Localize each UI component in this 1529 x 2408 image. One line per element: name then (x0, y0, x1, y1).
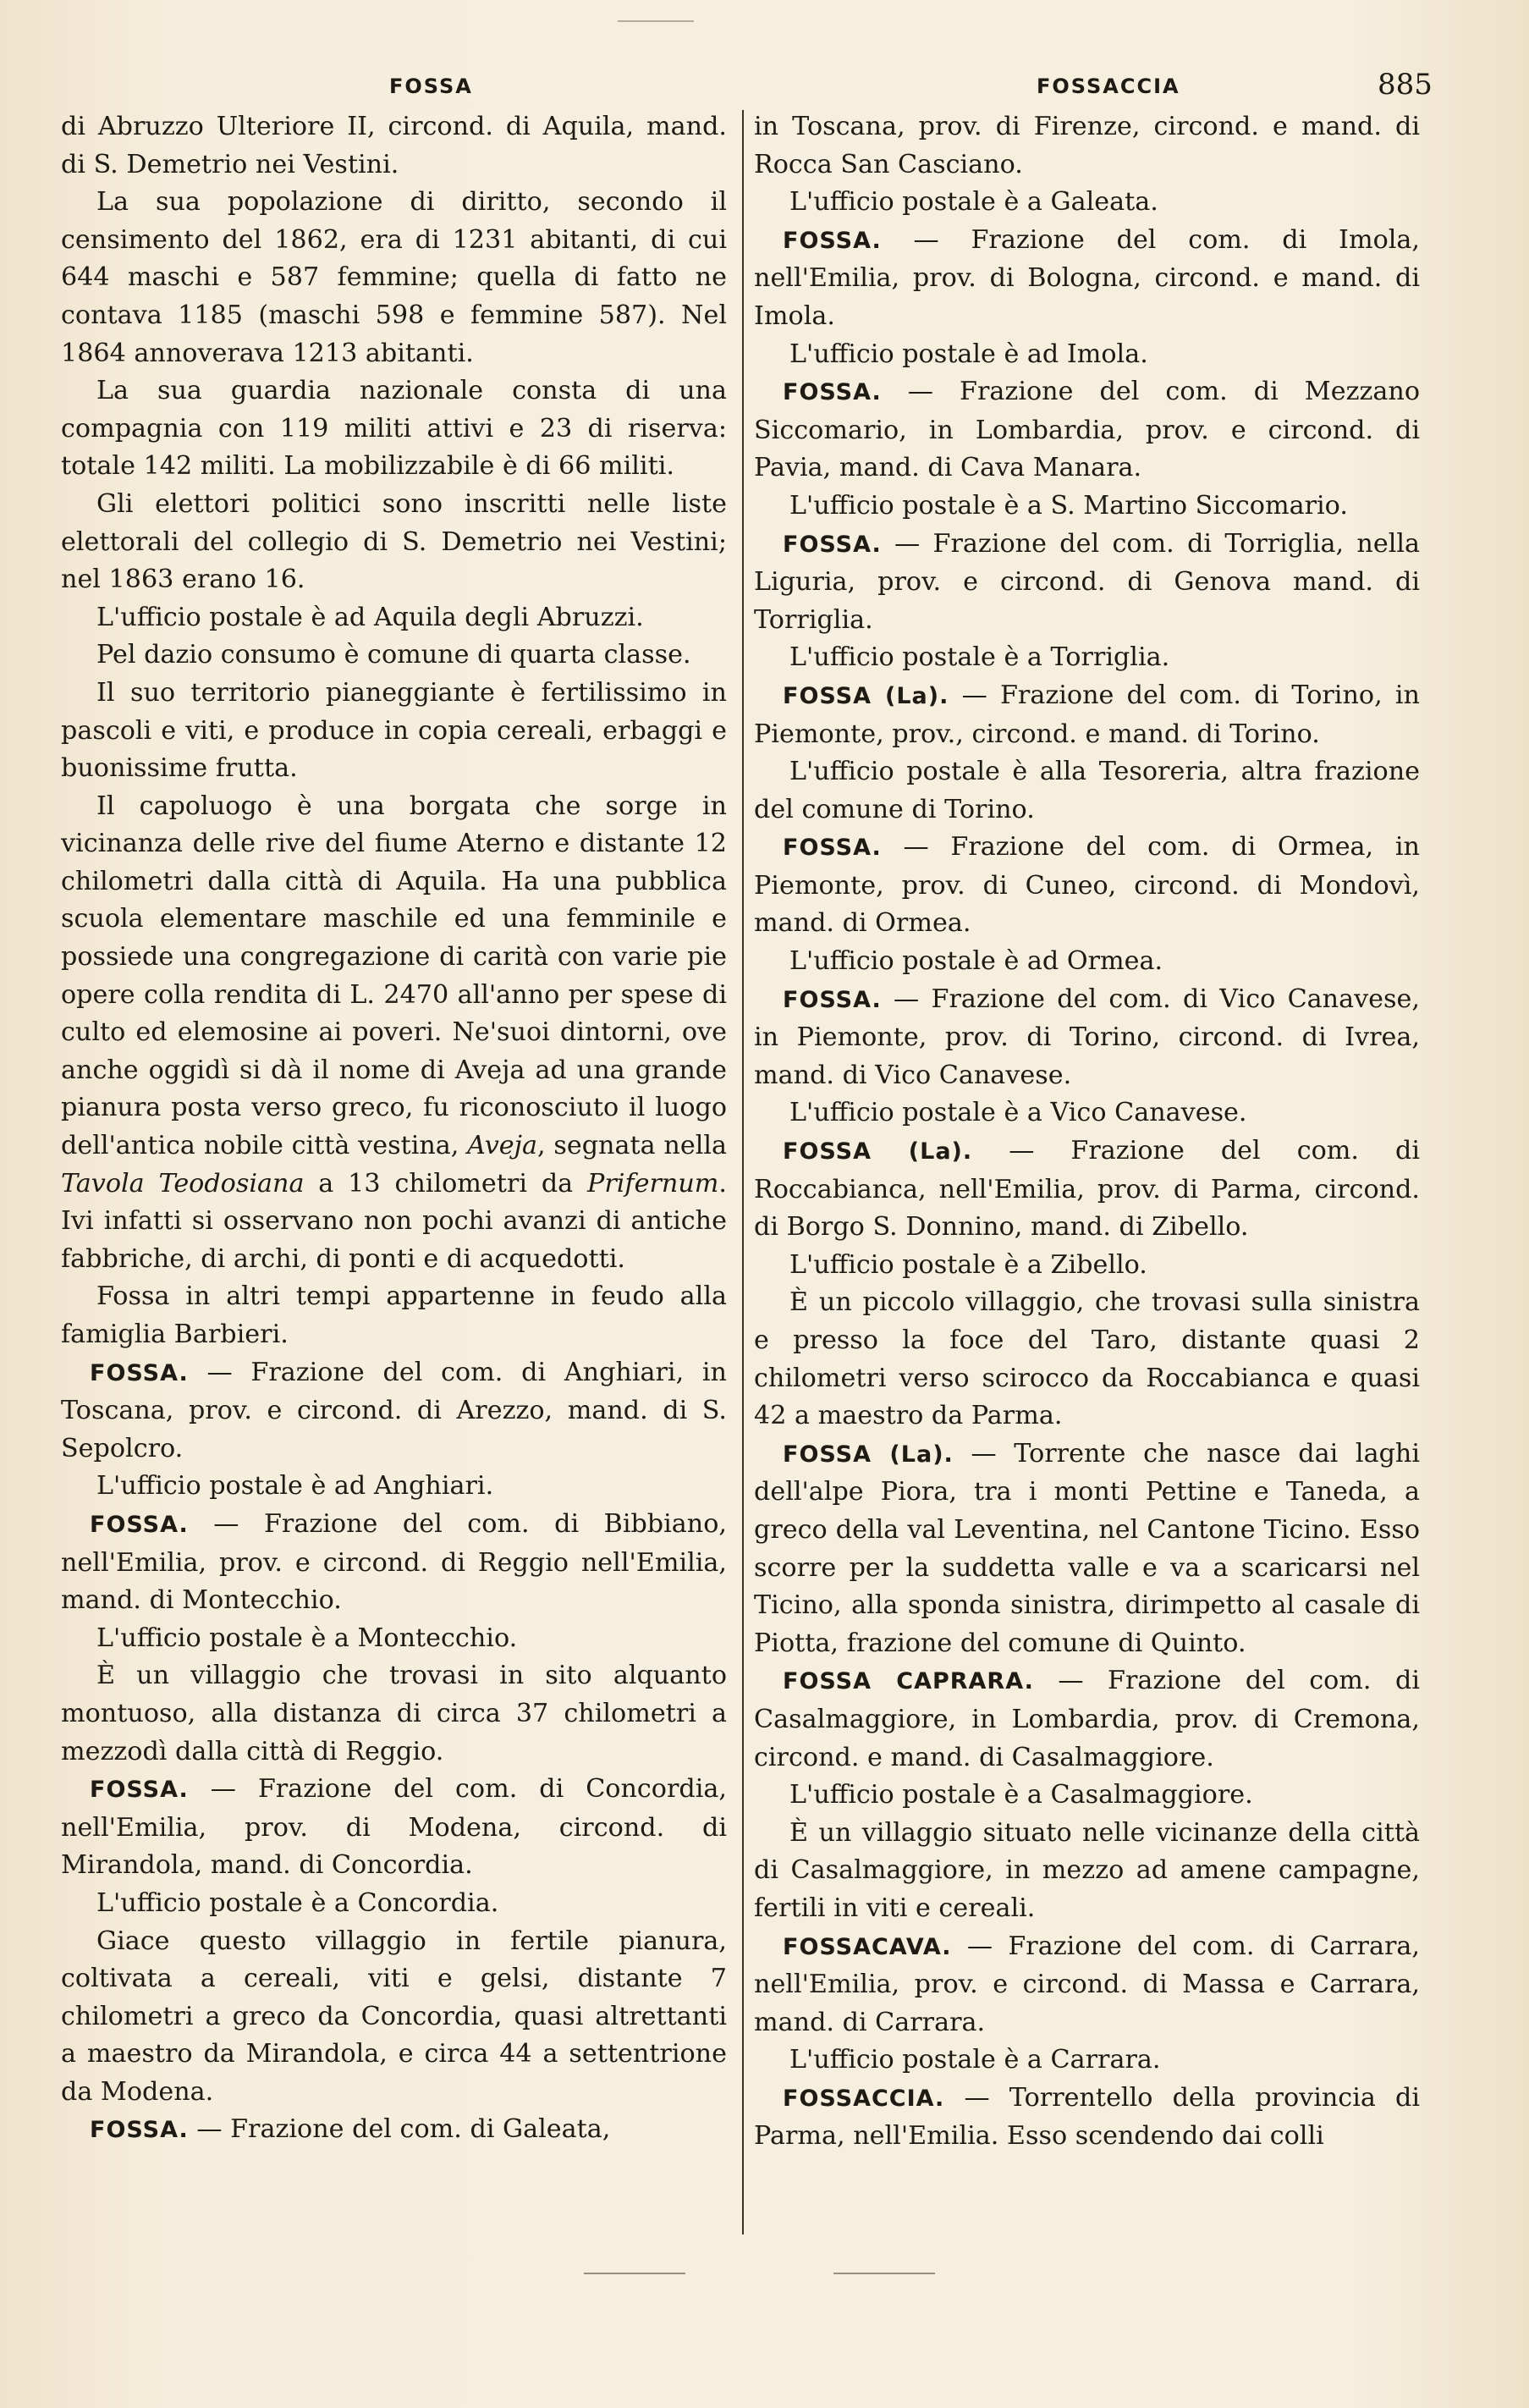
running-head-left: FOSSA (389, 74, 473, 98)
entry-headword: FOSSA. (783, 379, 882, 406)
paragraph: È un piccolo villaggio, che trovasi sulla sinistra e presso la foce del Taro, distante quasi 2 chilometri verso scirocco da Roccabianca e quasi 42 a maestro da Parma. (754, 1287, 1420, 1431)
paragraph: È un villaggio che trovasi in sito alquanto montuoso, alla distanza di circa 37 chilometri a mezzodì dalla città di Reggio. (61, 1661, 727, 1766)
paragraph (61, 788, 727, 1279)
entry (754, 1928, 1420, 2042)
running-head-right: FOSSACCIA (1037, 74, 1180, 98)
paragraph: L'ufficio postale è ad Ormea. (789, 946, 1163, 977)
entry (754, 526, 1420, 640)
top-mark (618, 20, 694, 22)
entry (754, 1132, 1420, 1247)
entry (754, 1435, 1420, 1663)
entry-headword: FOSSA. (90, 2117, 189, 2144)
entry-text: — Torrente che nasce dai laghi dell'alpe Piora, tra i monti Pettine e Taneda, a greco della val Leventina, nel Cantone Ticino. Esso scorre per la suddetta valle e va a scaricarsi nel Ticino, alla sponda sinistra, dirimpetto al casale di Piotta, frazione del comune di Quinto. (754, 1438, 1421, 1658)
entry-headword: FOSSA. (783, 835, 882, 862)
entry-text: — Frazione del com. di Bibbiano, nell'Emilia, prov. e circond. di Reggio nell'Emilia, mand. di Montecchio. (61, 1508, 727, 1616)
text-run: Il capoluogo è una borgata che sorge in vicinanza delle rive del fiume Aterno e distante 12 chilometri dalla città di Aquila. Ha una pubblica scuola elementare maschile ed una femminile e possiede una congregazione di carità con varie pie opere colla rendita di L. 2470 all'anno per spese di culto ed elemosine ai poveri. Ne'suoi dintorni, ove anche oggidì si dà il nome di Aveja ad una grande pianura posta verso greco, fu riconosciuto il luogo dell'antica nobile città vestina, (61, 791, 727, 1161)
paragraph: L'ufficio postale è a Carrara. (789, 2045, 1161, 2075)
paragraph: L'ufficio postale è ad Aquila degli Abruzzi. (96, 602, 644, 632)
entry-headword: FOSSA CAPRARA. (783, 1668, 1034, 1695)
entry (61, 1506, 727, 1620)
entry-headword: FOSSA (La). (783, 682, 949, 709)
italic-term: Tavola Teodosiana (61, 1168, 305, 1198)
entry (61, 2111, 727, 2150)
footer-mark-left (584, 2273, 685, 2274)
entry (754, 677, 1420, 753)
paragraph: Gli elettori politici sono inscritti nelle liste elettorali del collegio di S. Demetrio nei Vestini; nel 1863 erano 16. (61, 488, 727, 595)
entry-text: — Frazione del com. di Concordia, nell'Emilia, prov. di Modena, circond. di Mirandola, mand. di Concordia. (61, 1774, 727, 1881)
entry-text: — Frazione del com. di Ormea, in Piemonte, prov. di Cuneo, circond. di Mondovì, mand. di Ormea. (754, 832, 1420, 939)
paragraph: È un villaggio situato nelle vicinanze della città di Casalmaggiore, in mezzo ad amene campagne, fertili in viti e cereali. (754, 1817, 1420, 1923)
entry-text: — Frazione del com. di Vico Canavese, in Piemonte, prov. di Torino, circond. di Ivrea, mand. di Vico Canavese. (754, 984, 1420, 1090)
entry (754, 1662, 1420, 1777)
entry (754, 829, 1420, 943)
paragraph: L'ufficio postale è a Zibello. (789, 1249, 1147, 1280)
entry-text: — Frazione del com. di Roccabianca, nell'Emilia, prov. di Parma, circond. di Borgo S. Donnino, mand. di Zibello. (754, 1136, 1420, 1243)
entry-headword: FOSSA. (783, 986, 882, 1013)
entry (754, 2080, 1420, 2156)
entry-text: — Frazione del com. di Mezzano Siccomario, in Lombardia, prov. e circond. di Pavia, mand. di Cava Manara. (754, 377, 1420, 483)
entry-headword: FOSSA. (90, 1511, 189, 1538)
entry-headword: FOSSA. (783, 531, 882, 558)
text-run: , segnata nella (537, 1131, 727, 1161)
column-divider (742, 110, 744, 2234)
paragraph: di Abruzzo Ulteriore II, circond. di Aquila, mand. di S. Demetrio nei Vestini. (61, 112, 727, 179)
entry-headword: FOSSA. (90, 1359, 189, 1386)
paragraph: La sua popolazione di diritto, secondo il censimento del 1862, era di 1231 abitanti, di cui 644 maschi e 587 femmine; quella di fatto ne contava 1185 (maschi 598 e femmine 587). Nel 1864 annoverava 1213 abitanti. (61, 187, 727, 368)
paragraph: Fossa in altri tempi appartenne in feudo alla famiglia Barbieri. (61, 1281, 727, 1349)
entry-text: — Frazione del com. di Carrara, nell'Emilia, prov. e circond. di Massa e Carrara, mand. di Carrara. (754, 1931, 1420, 2037)
text-run: a 13 chilometri da (304, 1168, 588, 1198)
entry-headword: FOSSA (La). (783, 1441, 954, 1468)
paragraph: L'ufficio postale è a Concordia. (96, 1887, 499, 1918)
entry (61, 1771, 727, 1885)
paragraph: Il suo territorio pianeggiante è fertilissimo in pascoli e viti, e produce in copia cereali, erbaggi e buonissime frutta. (61, 677, 727, 784)
entry-text: — Frazione del com. di Torino, in Piemonte, prov., circond. e mand. di Torino. (754, 680, 1420, 749)
entry (61, 1354, 727, 1468)
entry-headword: FOSSACCIA. (783, 2085, 945, 2112)
italic-term: Prifernum (587, 1168, 719, 1198)
right-column (754, 108, 1420, 2156)
paragraph: L'ufficio postale è ad Imola. (789, 339, 1148, 369)
entry-headword: FOSSA. (783, 227, 882, 254)
entry-text: — Frazione del com. di Anghiari, in Toscana, prov. e circond. di Arezzo, mand. di S. Sepolcro. (61, 1357, 727, 1463)
paragraph: L'ufficio postale è a Torriglia. (789, 642, 1170, 673)
italic-term: Aveja (467, 1131, 538, 1161)
text-run: . Ivi infatti si osservano non pochi avanzi di antiche fabbriche, di archi, di ponti e di acquedotti. (61, 1168, 728, 1274)
paragraph: L'ufficio postale è a Casalmaggiore. (789, 1780, 1253, 1810)
paragraph: Giace questo villaggio in fertile pianura, coltivata a cereali, viti e gelsi, distante 7 chilometri a greco da Concordia, quasi altrettanti a maestro da Mirandola, e circa 44 a settentrione da Modena. (61, 1926, 727, 2107)
entry-text: — Frazione del com. di Torriglia, nella Liguria, prov. e circond. di Genova mand. di Torriglia. (754, 528, 1420, 635)
paragraph: L'ufficio postale è a Montecchio. (96, 1623, 518, 1653)
left-column (61, 108, 727, 2150)
entry-text: — Frazione del com. di Imola, nell'Emilia, prov. di Bologna, circond. e mand. di Imola. (754, 224, 1420, 331)
entry-headword: FOSSA. (90, 1777, 189, 1804)
paragraph: L'ufficio postale è ad Anghiari. (96, 1471, 494, 1502)
entry-headword: FOSSACAVA. (783, 1933, 952, 1960)
paragraph: in Toscana, prov. di Firenze, circond. e mand. di Rocca San Casciano. (754, 112, 1420, 179)
entry-text: — Frazione del com. di Casalmaggiore, in Lombardia, prov. di Cremona, circond. e mand. di Casalmaggiore. (754, 1666, 1420, 1772)
entry-text: — Torrentello della provincia di Parma, nell'Emilia. Esso scendendo dai colli (754, 2082, 1420, 2152)
page-number: 885 (1378, 68, 1433, 102)
footer-mark-right (833, 2273, 935, 2274)
entry (754, 222, 1420, 336)
entry (754, 981, 1420, 1095)
paragraph: L'ufficio postale è alla Tesoreria, altra frazione del comune di Torino. (754, 757, 1420, 824)
entry-headword: FOSSA (La). (783, 1138, 973, 1165)
entry (754, 373, 1420, 488)
paragraph: Pel dazio consumo è comune di quarta classe. (96, 640, 691, 670)
paragraph: La sua guardia nazionale consta di una compagnia con 119 militi attivi e 23 di riserva: totale 142 militi. La mobilizzabile è di 66 militi. (61, 376, 727, 482)
entry-text: — Frazione del com. di Galeata, (188, 2114, 611, 2145)
paragraph: L'ufficio postale è a Vico Canavese. (789, 1098, 1247, 1128)
paragraph: L'ufficio postale è a S. Martino Siccomario. (789, 490, 1348, 521)
paragraph: L'ufficio postale è a Galeata. (789, 187, 1158, 218)
